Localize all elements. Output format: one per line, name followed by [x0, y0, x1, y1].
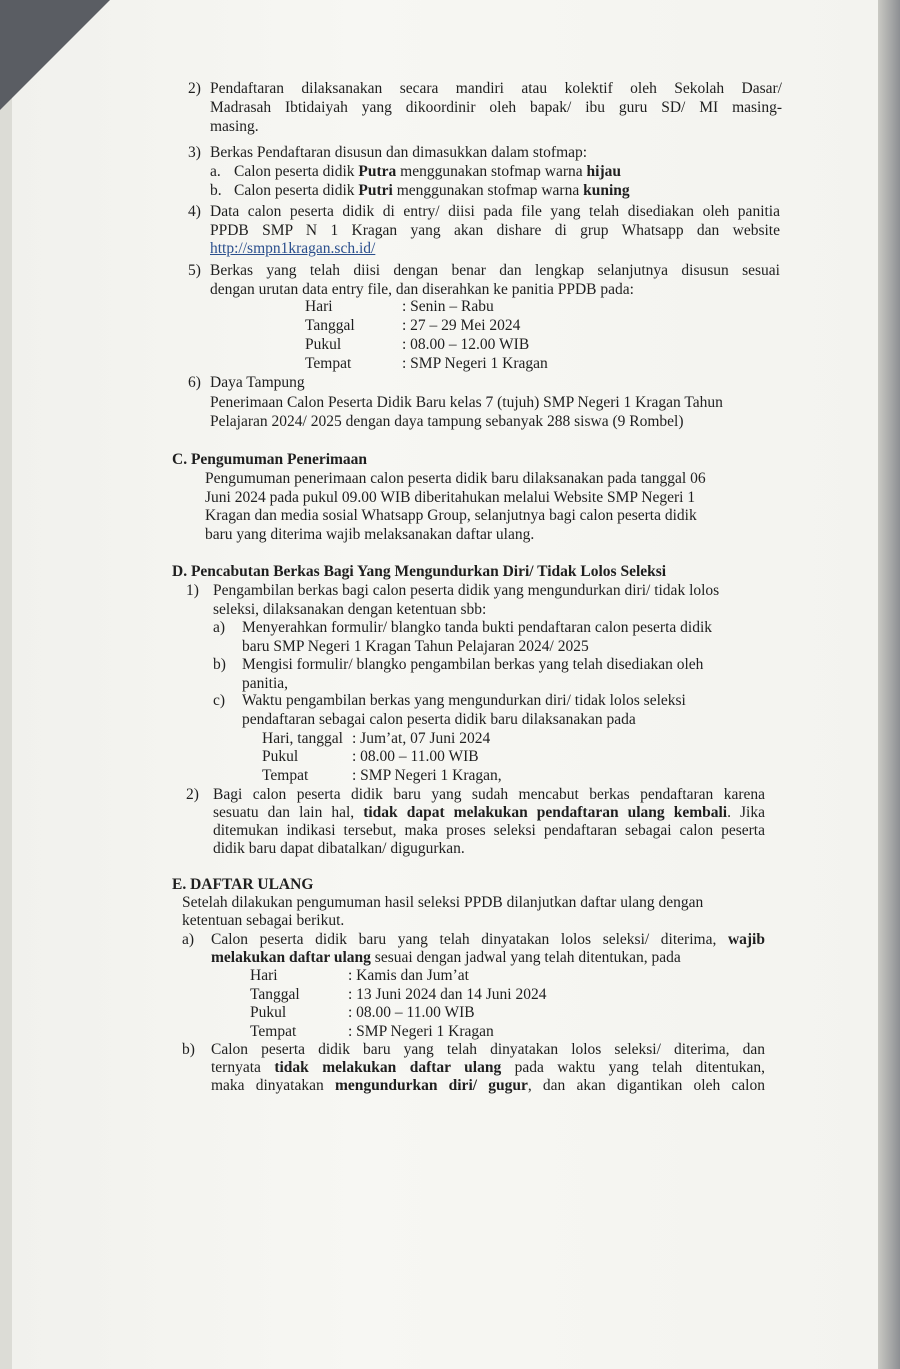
schedule-value: : 08.00 – 11.00 WIB	[352, 748, 479, 765]
schedule-value: : 27 – 29 Mei 2024	[402, 317, 521, 334]
schedule-value: : SMP Negeri 1 Kragan,	[352, 767, 502, 784]
schedule-value: : 08.00 – 11.00 WIB	[348, 1004, 475, 1021]
list-number: 4)	[188, 203, 201, 220]
text-line: ketentuan sebagai berikut.	[182, 912, 345, 929]
sub-label: b)	[213, 656, 226, 673]
text-line: Waktu pengambilan berkas yang mengundurkan diri/ tidak lolos seleksi	[242, 692, 686, 709]
text-line: maka dinyatakan mengundurkan diri/ gugur, dan akan digantikan oleh calon	[211, 1077, 765, 1094]
text-line: Data calon peserta didik di entry/ diisi pada file yang telah disediakan oleh panitia	[210, 203, 780, 220]
text-line: Berkas Pendaftaran disusun dan dimasukkan dalam stofmap:	[210, 144, 588, 161]
schedule-value: : SMP Negeri 1 Kragan	[402, 355, 548, 372]
text-line: Calon peserta didik Putra menggunakan stofmap warna hijau	[234, 163, 622, 180]
schedule-label: Pukul	[305, 336, 342, 353]
text-line: seleksi, dilaksanakan dengan ketentuan sbb:	[213, 601, 487, 618]
text-line: pendaftaran sebagai calon peserta didik baru dilaksanakan pada	[242, 711, 636, 728]
text-line: Calon peserta didik Putri menggunakan stofmap warna kuning	[234, 182, 630, 199]
schedule-label: Hari	[250, 967, 278, 984]
schedule-value: : SMP Negeri 1 Kragan	[348, 1023, 494, 1040]
sub-label: c)	[213, 692, 226, 709]
schedule-label: Tanggal	[305, 317, 355, 334]
schedule-value: : Kamis dan Jum’at	[348, 967, 469, 984]
schedule-value: : Senin – Rabu	[402, 298, 494, 315]
website-link[interactable]: http://smpn1kragan.sch.id/	[210, 240, 376, 257]
sub-label: a)	[213, 619, 226, 636]
list-number: 5)	[188, 262, 201, 279]
section-heading: D. Pencabutan Berkas Bagi Yang Mengundurkan Diri/ Tidak Lolos Seleksi	[172, 563, 667, 580]
list-number: 2)	[188, 80, 201, 97]
schedule-value: : 08.00 – 12.00 WIB	[402, 336, 530, 353]
schedule-label: Tempat	[305, 355, 352, 372]
section-heading: C. Pengumuman Penerimaan	[172, 451, 368, 468]
schedule-label: Hari, tanggal	[262, 730, 343, 747]
text-line: Kragan dan media sosial Whatsapp Group, selanjutnya bagi calon peserta didik	[205, 507, 697, 524]
list-number: 6)	[188, 374, 201, 391]
sub-label: b)	[182, 1041, 195, 1058]
text-line: melakukan daftar ulang sesuai dengan jadwal yang telah ditentukan, pada	[211, 949, 681, 966]
text-line: ditemukan indikasi tersebut, maka proses seleksi pendaftaran sebagai calon peserta	[213, 822, 765, 839]
folded-corner	[0, 0, 110, 110]
text-line: baru yang diterima wajib melaksanakan daftar ulang.	[205, 526, 535, 543]
list-number: 2)	[186, 786, 199, 803]
text-line: Pelajaran 2024/ 2025 dengan daya tampung sebanyak 288 siswa (9 Rombel)	[210, 413, 684, 430]
text-line: panitia,	[242, 675, 289, 692]
text-line: ternyata tidak melakukan daftar ulang pada waktu yang telah ditentukan,	[211, 1059, 765, 1076]
text-line: dengan urutan data entry file, dan diserahkan ke panitia PPDB pada:	[210, 281, 634, 298]
text-line: PPDB SMP N 1 Kragan yang akan dishare di grup Whatsapp dan website	[210, 222, 780, 239]
list-number: 3)	[188, 144, 201, 161]
text-line: Pengumuman penerimaan calon peserta didik baru dilaksanakan pada tanggal 06	[205, 470, 706, 487]
sub-label: a.	[210, 163, 221, 180]
text-line: Juni 2024 pada pukul 09.00 WIB diberitahukan melalui Website SMP Negeri 1	[205, 489, 696, 506]
section-heading: E. DAFTAR ULANG	[172, 876, 314, 893]
text-line: Mengisi formulir/ blangko pengambilan berkas yang telah disediakan oleh	[242, 656, 704, 673]
text-line: Menyerahkan formulir/ blangko tanda bukti pendaftaran calon peserta didik	[242, 619, 713, 636]
text-line: Bagi calon peserta didik baru yang sudah mencabut berkas pendaftaran karena	[213, 786, 765, 803]
text-line: Pendaftaran dilaksanakan secara mandiri atau kolektif oleh Sekolah Dasar/	[210, 80, 782, 97]
text-line: Setelah dilakukan pengumuman hasil seleksi PPDB dilanjutkan daftar ulang dengan	[182, 894, 704, 911]
schedule-label: Hari	[305, 298, 333, 315]
text-line: Calon peserta didik baru yang telah dinyatakan lolos seleksi/ diterima, wajib	[211, 931, 765, 948]
schedule-label: Pukul	[262, 748, 299, 765]
text-line: baru SMP Negeri 1 Kragan Tahun Pelajaran 2024/ 2025	[242, 638, 589, 655]
schedule-value: : Jum’at, 07 Juni 2024	[352, 730, 491, 747]
schedule-label: Tempat	[262, 767, 309, 784]
schedule-label: Tanggal	[250, 986, 300, 1003]
text-line: Calon peserta didik baru yang telah dinyatakan lolos seleksi/ diterima, dan	[211, 1041, 765, 1058]
text-line: didik baru dapat dibatalkan/ digugurkan.	[213, 840, 465, 857]
list-number: 1)	[186, 582, 199, 599]
page-edge-shadow	[878, 0, 900, 1369]
sub-label: b.	[210, 182, 222, 199]
schedule-value: : 13 Juni 2024 dan 14 Juni 2024	[348, 986, 547, 1003]
text-line: sesuatu dan lain hal, tidak dapat melakukan pendaftaran ulang kembali. Jika	[213, 804, 765, 821]
text-line: Berkas yang telah diisi dengan benar dan lengkap selanjutnya disusun sesuai	[210, 262, 780, 279]
text-line: Penerimaan Calon Peserta Didik Baru kelas 7 (tujuh) SMP Negeri 1 Kragan Tahun	[210, 394, 723, 411]
sub-label: a)	[182, 931, 195, 948]
text-line: Daya Tampung	[210, 374, 305, 391]
text-line: Madrasah Ibtidaiyah yang dikoordinir oleh bapak/ ibu guru SD/ MI masing-	[210, 99, 782, 116]
schedule-label: Tempat	[250, 1023, 297, 1040]
text-line: Pengambilan berkas bagi calon peserta didik yang mengundurkan diri/ tidak lolos	[213, 582, 720, 599]
schedule-label: Pukul	[250, 1004, 287, 1021]
text-line: masing.	[210, 118, 259, 135]
